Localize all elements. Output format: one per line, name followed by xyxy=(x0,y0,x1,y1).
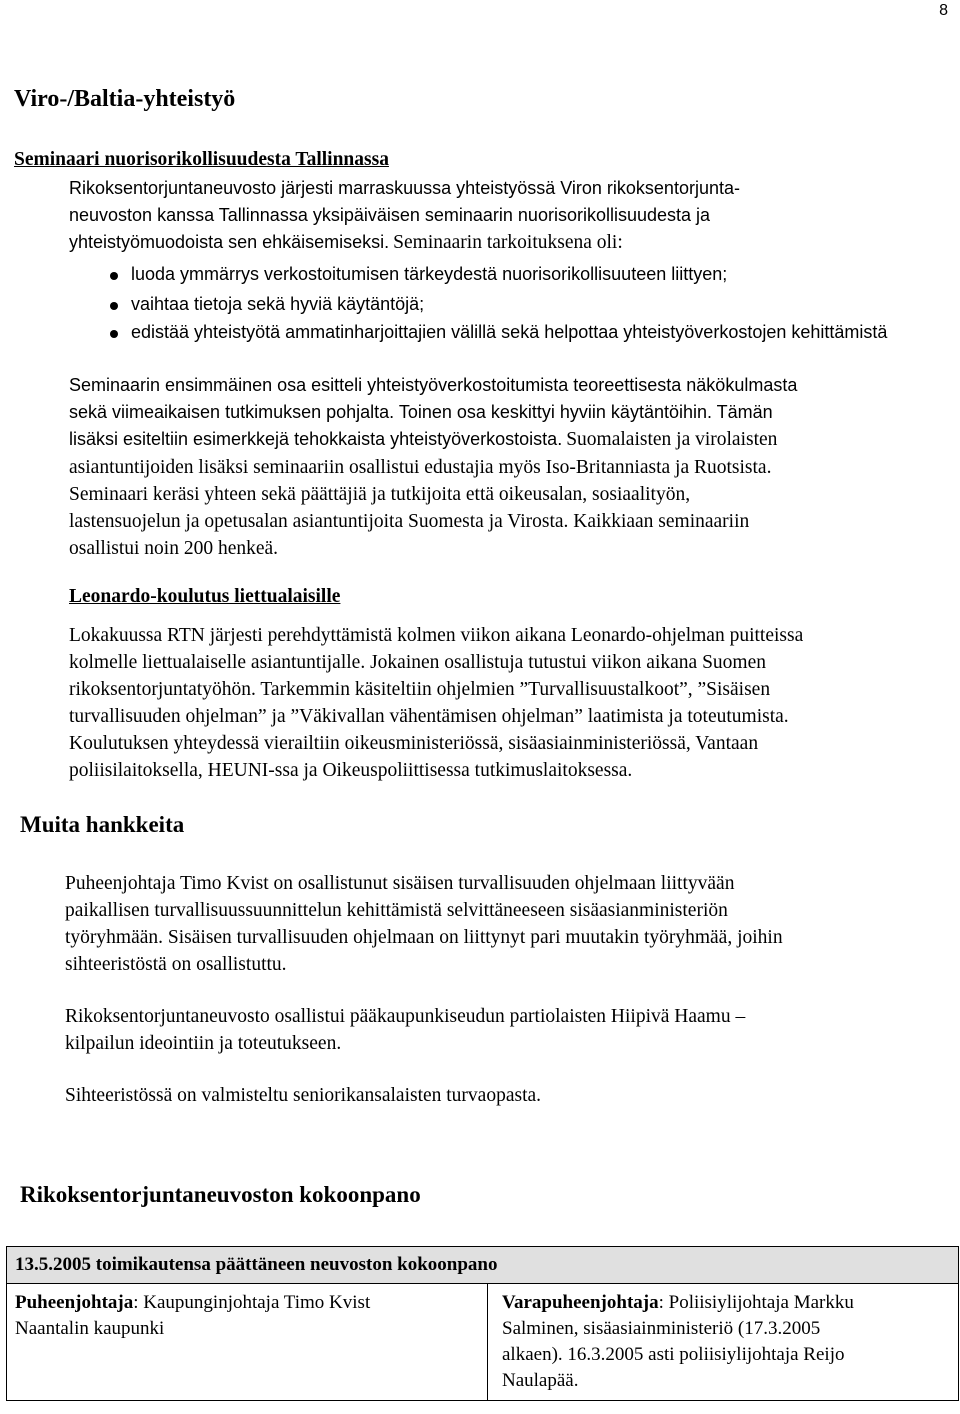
body-line: asiantuntijoiden lisäksi seminaariin osallistui edustajia myös Iso-Britanniasta ja Ruotsista. xyxy=(69,457,772,478)
composition-table xyxy=(6,1246,959,1401)
chair-role: Puheenjohtaja xyxy=(15,1292,134,1313)
list-item-text: luoda ymmärrys verkostoitumisen tärkeydestä nuorisorikollisuuteen liittyen; xyxy=(131,264,728,284)
list-item xyxy=(73,319,921,346)
list-item xyxy=(73,291,933,319)
bullet-icon xyxy=(110,302,118,310)
muita-paragraph-2 xyxy=(65,1003,945,1057)
body-line: paikallisen turvallisuussuunnittelun kehittämistä selvittäneeseen sisäasianministeriön xyxy=(65,900,728,921)
body-line: Rikoksentorjuntaneuvosto osallistui pääkaupunkiseudun partiolaisten Hiipivä Haamu – xyxy=(65,1006,746,1027)
section-title-viro: Viro-/Baltia-yhteistyö xyxy=(14,86,236,112)
chair-name: : Kaupunginjohtaja Timo Kvist xyxy=(133,1292,371,1313)
table-header: 13.5.2005 toimikautensa päättäneen neuvoston kokoonpano xyxy=(7,1247,959,1284)
seminar-intro xyxy=(69,175,949,256)
body-line-sans: lisäksi esiteltiin esimerkkejä tehokkaista yhteistyöverkostoista. xyxy=(69,429,563,449)
body-line: turvallisuuden ohjelman” ja ”Väkivallan vähentämisen ohjelman” laatimista ja toteutumista. xyxy=(69,706,789,727)
body-line: poliisilaitoksella, HEUNI-ssa ja Oikeuspoliittisessa tutkimuslaitoksessa. xyxy=(69,760,633,781)
vice-chair-role: Varapuheenjohtaja xyxy=(502,1292,659,1313)
body-line: työryhmään. Sisäisen turvallisuuden ohjelmaan on liittynyt pari muutakin työryhmää, joihin xyxy=(65,927,783,948)
vice-chair-name: : Poliisiylijohtaja Markku xyxy=(658,1292,854,1313)
body-line-serif: Suomalaisten ja virolaisten xyxy=(566,429,778,450)
body-line: Puheenjohtaja Timo Kvist on osallistunut sisäisen turvallisuuden ohjelmaan liittyvään xyxy=(65,873,735,894)
seminar-intro-last: yhteistyömuodoista sen ehkäisemiseksi. xyxy=(69,232,390,252)
seminar-intro-line: neuvoston kanssa Tallinnassa yksipäiväisen seminaarin nuorisorikollisuudesta ja xyxy=(69,205,711,225)
section-title-muita: Muita hankkeita xyxy=(20,812,185,837)
leonardo-heading: Leonardo-koulutus liettualaisille xyxy=(69,586,341,607)
page-number: 8 xyxy=(939,2,948,19)
body-line: kilpailun ideointiin ja toteutukseen. xyxy=(65,1033,342,1054)
body-line: rikoksentorjuntatyöhön. Tarkemmin käsiteltiin ohjelmien ”Turvallisuustalkoot”, ”Sisäisen xyxy=(69,679,771,700)
chair-org: Naantalin kaupunki xyxy=(15,1318,165,1339)
seminar-purpose-lead: Seminaarin tarkoituksena oli: xyxy=(393,232,623,253)
table-cell-chair xyxy=(7,1284,488,1401)
list-item xyxy=(73,261,933,291)
vice-chair-line: Salminen, sisäasiainministeriö (17.3.2005 xyxy=(502,1318,821,1339)
seminar-body xyxy=(69,372,949,562)
body-line: osallistui noin 200 henkeä. xyxy=(69,538,279,559)
seminar-goals-list xyxy=(73,261,933,346)
body-line: lastensuojelun ja opetusalan asiantuntijoita Suomesta ja Virosta. Kaikkiaan seminaariin xyxy=(69,511,750,532)
section-title-kokoonpano: Rikoksentorjuntaneuvoston kokoonpano xyxy=(20,1182,421,1207)
body-line: Seminaarin ensimmäinen osa esitteli yhteistyöverkostoitumista teoreettisesta näkökulmasta xyxy=(69,375,798,395)
body-line: kolmelle liettualaiselle asiantuntijalle. Jokainen osallistuja tutustui viikon aikana Suomen xyxy=(69,652,766,673)
table-cell-vice-chair xyxy=(488,1284,959,1401)
list-item-text: vaihtaa tietoja sekä hyviä käytäntöjä; xyxy=(131,294,425,314)
chair-line xyxy=(15,1290,479,1316)
body-line: sihteeristöstä on osallistuttu. xyxy=(65,954,287,975)
body-line: sekä viimeaikaisen tutkimuksen pohjalta. Toinen osa keskittyi hyviin käytäntöihin. Tämän xyxy=(69,402,773,422)
leonardo-body xyxy=(69,622,949,784)
vice-chair-line xyxy=(502,1290,950,1316)
body-line xyxy=(69,426,949,454)
bullet-icon xyxy=(110,272,118,280)
muita-paragraph-3 xyxy=(65,1082,945,1109)
bullet-icon xyxy=(110,330,118,338)
body-line: Koulutuksen yhteydessä vierailtiin oikeusministeriössä, sisäasiainministeriössä, Vantaan xyxy=(69,733,759,754)
seminar-heading: Seminaari nuorisorikollisuudesta Tallinnassa xyxy=(14,149,389,170)
seminar-intro-line xyxy=(69,229,949,256)
list-item-text: edistää yhteistyötä ammatinharjoittajien välillä sekä helpottaa yhteistyöverkostojen kehittämistä xyxy=(131,322,888,342)
vice-chair-line: Naulapää. xyxy=(502,1370,579,1391)
muita-paragraph-1 xyxy=(65,870,945,978)
body-line: Sihteeristössä on valmisteltu seniorikansalaisten turvaopasta. xyxy=(65,1085,542,1106)
body-line: Lokakuussa RTN järjesti perehdyttämistä kolmen viikon aikana Leonardo-ohjelman puitteissa xyxy=(69,625,804,646)
seminar-intro-line: Rikoksentorjuntaneuvosto järjesti marraskuussa yhteistyössä Viron rikoksentorjunta- xyxy=(69,178,740,198)
vice-chair-line: alkaen). 16.3.2005 asti poliisiylijohtaja Reijo xyxy=(502,1344,845,1365)
body-line: Seminaari keräsi yhteen sekä päättäjiä ja tutkijoita että oikeusalan, sosiaalityön, xyxy=(69,484,691,505)
